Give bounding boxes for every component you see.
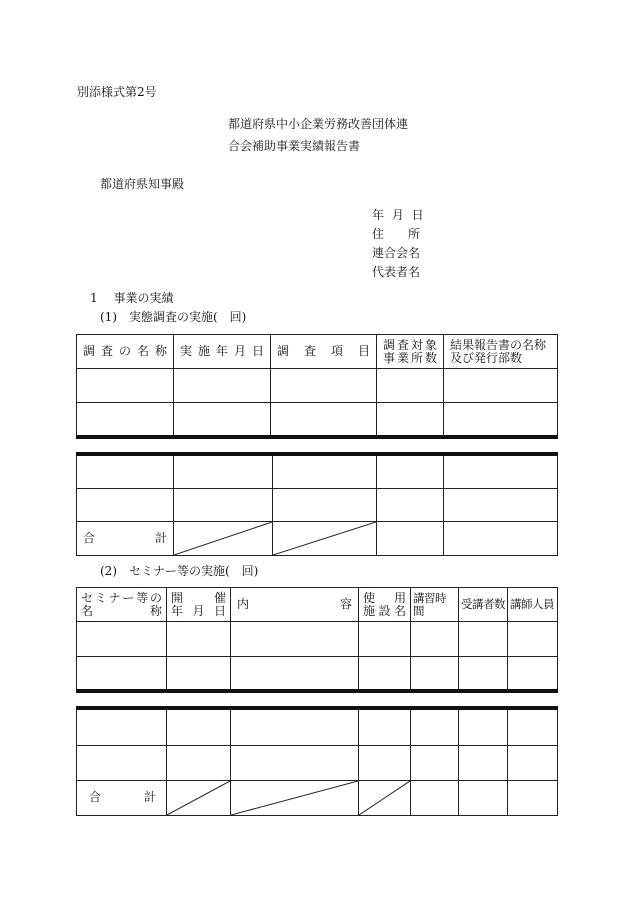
- diagonal-line: [231, 781, 358, 815]
- header-content: 内 容: [231, 588, 359, 622]
- cell[interactable]: [359, 708, 411, 745]
- header-held-date-line1: 開 催: [171, 590, 226, 605]
- cell[interactable]: [508, 657, 558, 691]
- cell[interactable]: [77, 622, 167, 657]
- cell[interactable]: [359, 622, 411, 657]
- table-row: [77, 369, 558, 403]
- cell[interactable]: [459, 622, 508, 657]
- cell[interactable]: [273, 454, 377, 488]
- header-facility-line2: 施設名: [363, 603, 406, 618]
- cell[interactable]: [77, 454, 174, 488]
- cell[interactable]: [459, 708, 508, 745]
- cell[interactable]: [508, 708, 558, 745]
- header-target-count: [377, 335, 444, 369]
- header-facility-line1: 使 用: [363, 590, 406, 605]
- cell[interactable]: [271, 403, 377, 437]
- cell[interactable]: [77, 745, 167, 780]
- cell[interactable]: [77, 657, 167, 691]
- cell[interactable]: [359, 745, 411, 780]
- table-row: [77, 708, 558, 745]
- cell[interactable]: [77, 403, 174, 437]
- cell[interactable]: [377, 369, 444, 403]
- survey-heading: (1) 実態調査の実施( 回): [100, 310, 247, 324]
- form-number: 別添様式第2号: [77, 85, 157, 99]
- survey-table-lower: [76, 452, 558, 556]
- table-row: [77, 657, 558, 691]
- diagonal-cell: [359, 780, 411, 815]
- header-date: 実施年月日: [174, 335, 271, 369]
- cell[interactable]: [459, 780, 508, 815]
- cell[interactable]: [359, 657, 411, 691]
- header-target-count-line1: 調査対象: [383, 337, 437, 352]
- cell[interactable]: [377, 488, 444, 521]
- cell[interactable]: [459, 745, 508, 780]
- total-row: [77, 780, 558, 815]
- cell[interactable]: [273, 488, 377, 521]
- addressee: 都道府県知事殿: [100, 177, 185, 191]
- header-survey-name: 調査の名称: [77, 335, 174, 369]
- cell[interactable]: [411, 622, 459, 657]
- cell[interactable]: [231, 745, 359, 780]
- cell[interactable]: [174, 403, 271, 437]
- cell[interactable]: [508, 745, 558, 780]
- diagonal-line: [167, 781, 230, 815]
- cell[interactable]: [77, 369, 174, 403]
- diagonal-line: [174, 522, 272, 555]
- cell[interactable]: [411, 745, 459, 780]
- total-label: [77, 521, 174, 555]
- cell[interactable]: [167, 622, 231, 657]
- cell[interactable]: [167, 745, 231, 780]
- survey-table-upper: [76, 334, 558, 439]
- total-label-left: 合: [83, 530, 96, 545]
- header-report-name: [444, 335, 558, 369]
- cell[interactable]: [411, 657, 459, 691]
- diagonal-line: [359, 781, 410, 815]
- seminar-table-upper: [76, 587, 558, 693]
- address-field: 住 所: [372, 227, 421, 241]
- cell[interactable]: [231, 622, 359, 657]
- cell[interactable]: [231, 657, 359, 691]
- total-label-left: 合: [89, 790, 102, 804]
- cell[interactable]: [508, 622, 558, 657]
- header-target-count-line2: 事業所数: [383, 350, 437, 365]
- diagonal-cell: [231, 780, 359, 815]
- section-heading: 1 事業の実績: [90, 291, 174, 305]
- diagonal-cell: [167, 780, 231, 815]
- diagonal-cell: [174, 521, 273, 555]
- cell[interactable]: [444, 403, 558, 437]
- cell[interactable]: [167, 657, 231, 691]
- table-row: [77, 403, 558, 437]
- header-report-line1: 結果報告書の名称: [450, 337, 547, 352]
- cell[interactable]: [444, 454, 558, 488]
- header-facility: [359, 588, 411, 622]
- cell[interactable]: [174, 369, 271, 403]
- header-survey-items: 調査項目: [271, 335, 377, 369]
- title-line-1: 都道府県中小企業労務改善団体連: [228, 117, 409, 131]
- cell[interactable]: [411, 780, 459, 815]
- table-row: [77, 454, 558, 488]
- cell[interactable]: [444, 488, 558, 521]
- total-label-right: 計: [154, 530, 167, 545]
- total-label-right: 計: [143, 790, 156, 804]
- federation-name-field: 連合会名: [372, 246, 421, 260]
- total-row: [77, 521, 558, 555]
- header-report-line2: 及び発行部数: [450, 350, 523, 365]
- header-attendees: 受講者数: [459, 588, 508, 622]
- cell[interactable]: [444, 521, 558, 555]
- table-row: [77, 488, 558, 521]
- cell[interactable]: [444, 369, 558, 403]
- cell[interactable]: [459, 657, 508, 691]
- cell[interactable]: [377, 521, 444, 555]
- cell[interactable]: [167, 708, 231, 745]
- cell[interactable]: [271, 369, 377, 403]
- cell[interactable]: [174, 488, 273, 521]
- cell[interactable]: [508, 780, 558, 815]
- table-row: [77, 622, 558, 657]
- date-field: 年 月 日: [372, 208, 424, 222]
- seminar-heading: (2) セミナー等の実施( 回): [100, 564, 259, 578]
- header-held-date-line2: 年月日: [171, 603, 226, 618]
- diagonal-line: [273, 522, 376, 555]
- header-seminar-name: [77, 588, 167, 622]
- cell[interactable]: [174, 454, 273, 488]
- seminar-table-lower: [76, 706, 558, 816]
- title-line-2: 合会補助事業実績報告書: [228, 139, 361, 153]
- header-instructors: 講師人員: [508, 588, 558, 622]
- cell[interactable]: [77, 488, 174, 521]
- cell[interactable]: [377, 403, 444, 437]
- header-lecture-hours: 講習時間: [411, 588, 459, 622]
- header-seminar-name-line2: 名 称: [81, 603, 162, 618]
- diagonal-cell: [273, 521, 377, 555]
- cell[interactable]: [411, 708, 459, 745]
- cell[interactable]: [77, 708, 167, 745]
- cell[interactable]: [231, 708, 359, 745]
- representative-field: 代表者名: [372, 265, 421, 279]
- table-row: [77, 745, 558, 780]
- header-seminar-name-line1: セミナー等の: [81, 590, 162, 605]
- cell[interactable]: [377, 454, 444, 488]
- header-held-date: [167, 588, 231, 622]
- total-label: [77, 780, 167, 815]
